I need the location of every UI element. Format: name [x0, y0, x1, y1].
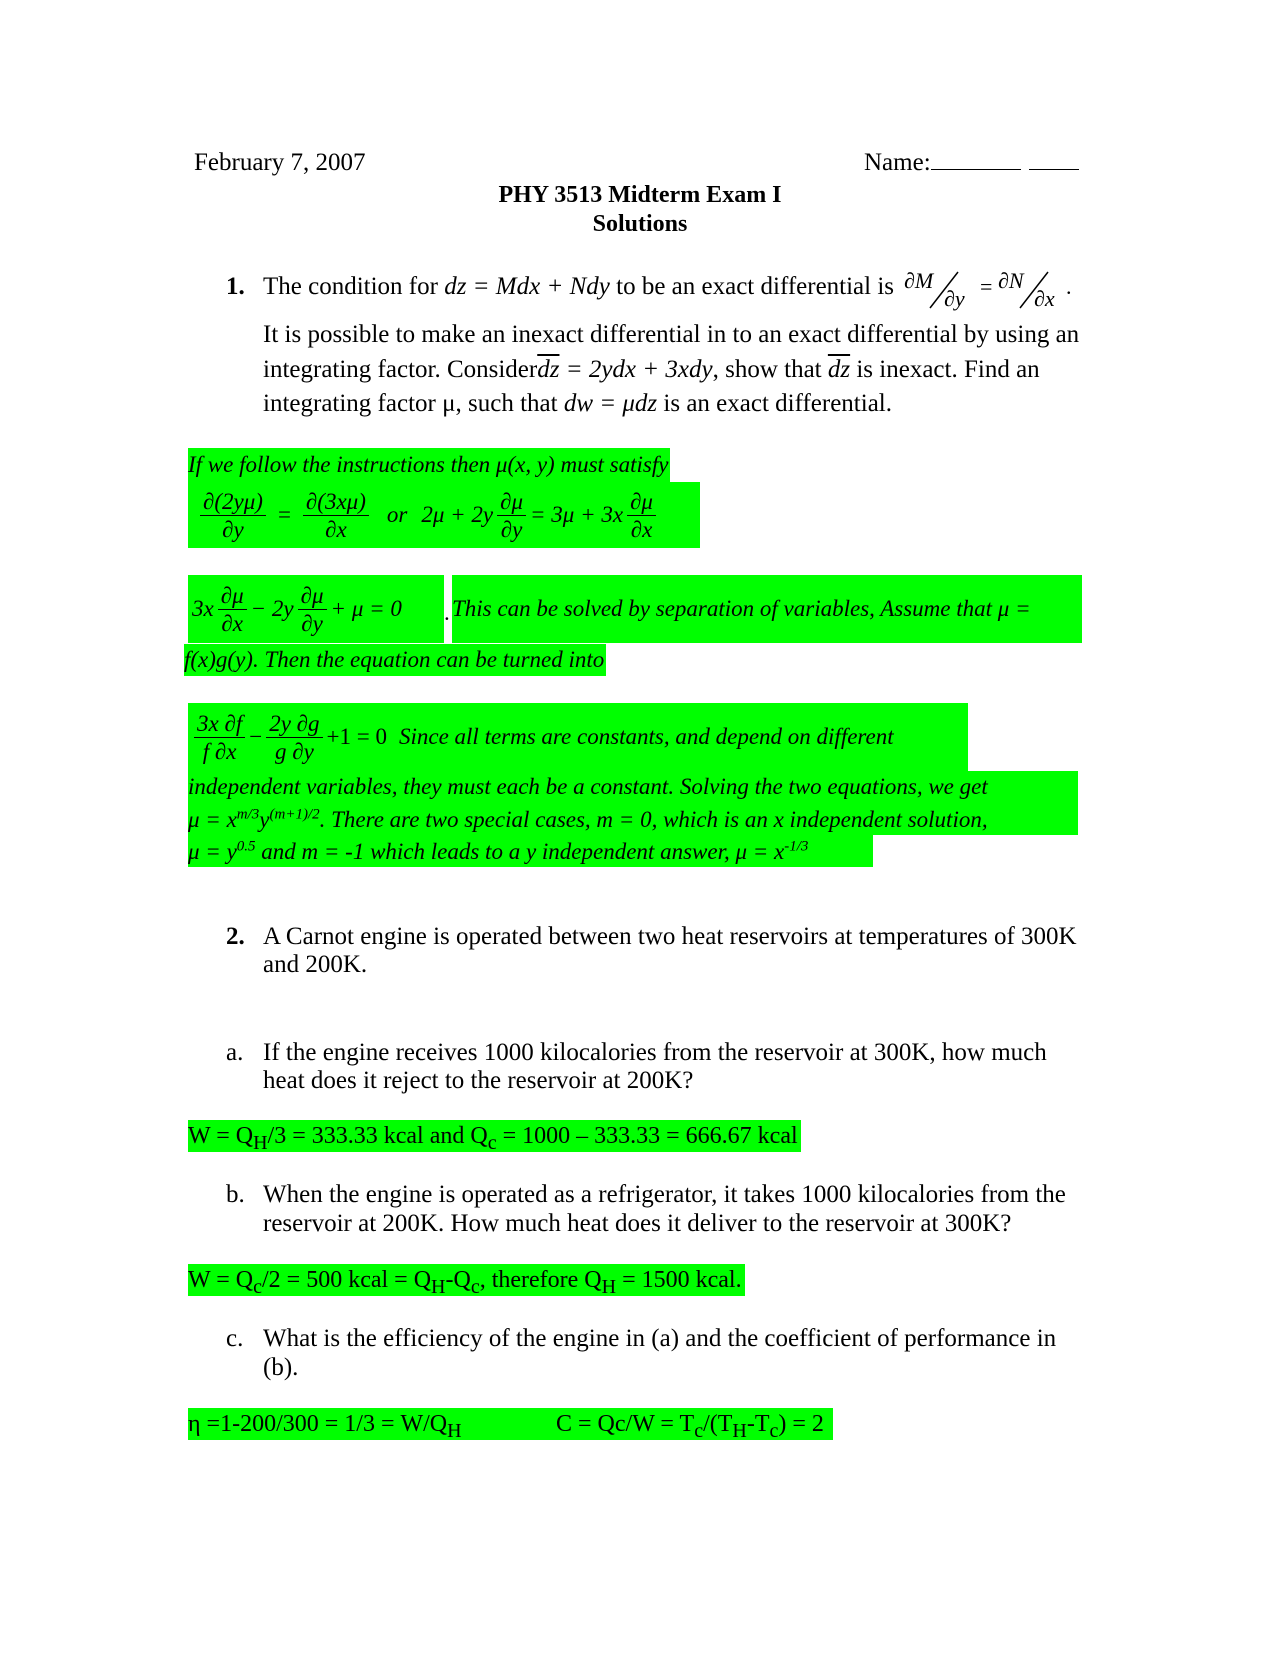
sol1-general-solution-line: [188, 803, 1078, 835]
sol1-condition-equation: [188, 482, 700, 548]
ans2b-part-3: -Q: [445, 1267, 471, 1293]
sol1-constants-text: Since all terms are constants, and depend on different: [398, 724, 894, 749]
name-blank-2: [1029, 149, 1079, 170]
eq1-term1: 2μ + 2y: [421, 502, 494, 527]
cond-den-x: ∂x: [1034, 286, 1055, 311]
q1-exactness-condition: [904, 266, 1084, 312]
special-exp-2: -1/3: [784, 838, 809, 855]
sol1-pde: [188, 575, 444, 643]
ans2b-part-2: /2 = 500 kcal = Q: [261, 1267, 432, 1293]
ans2b-sub-2: H: [431, 1275, 446, 1298]
sol1-independent-line: independent variables, they must each be a constant. Solving the two equations, we get: [188, 771, 1078, 803]
special-b: and m = -1 which leads to a y independent answer, μ = x: [255, 839, 785, 864]
name-field: [864, 148, 1079, 178]
answer-2a: [188, 1120, 801, 1152]
question-1-line-2: It is possible to make an inexact differential in to an exact differential by using an: [263, 321, 1080, 348]
sol1-separation-text: This can be solved by separation of variables, Assume that μ =: [452, 575, 1082, 643]
pde-term-b: − 2y: [250, 596, 294, 621]
pde-frac2-num: ∂μ: [298, 584, 327, 610]
exam-title: PHY 3513 Midterm Exam I: [498, 182, 782, 208]
ans2c-eff-sub: H: [447, 1419, 462, 1442]
question-1-line-3: [263, 355, 1040, 385]
ans2c-cop: [556, 1408, 824, 1447]
pde-frac2-den: ∂y: [301, 610, 323, 636]
ans2c-cop-1: C = Qc/W = T: [556, 1411, 695, 1437]
eq1-frac4-den: ∂x: [630, 516, 653, 542]
pde-term-c: + μ = 0: [330, 596, 402, 621]
ans2a-part-3: = 1000 – 333.33 = 666.67 kcal: [496, 1123, 798, 1149]
pde-frac1-num: ∂μ: [218, 584, 247, 610]
exam-date: February 7, 2007: [194, 149, 366, 176]
cond-period: .: [1066, 274, 1072, 299]
gen-sol-exp-1: m/3: [236, 806, 260, 823]
ans2a-sub-2: c: [487, 1131, 497, 1154]
question-2c-line-1: What is the efficiency of the engine in (a) and the coefficient of performance in: [263, 1325, 1057, 1352]
cond-num-m: ∂M: [904, 268, 934, 293]
q1-line4-text-a: integrating factor μ, such that: [263, 390, 558, 417]
sol1-substitution-line: f(x)g(y). Then the equation can be turned into: [184, 644, 606, 676]
ans2b-sub-1: c: [253, 1275, 262, 1298]
q1-inexact-eq: = 2ydx + 3xdy: [559, 356, 713, 383]
ans2b-part-5: = 1500 kcal.: [616, 1267, 742, 1293]
eq1-or: or: [386, 502, 408, 527]
q1-exact-eq: dw = μdz: [563, 390, 658, 417]
name-label: Name:: [864, 149, 931, 176]
question-2c-label: c.: [226, 1325, 244, 1352]
ans2a-part-1: W = Q: [188, 1123, 254, 1149]
special-exp-1: 0.5: [236, 838, 256, 855]
ans2c-cop-2: /(T: [703, 1411, 733, 1437]
q1-line3-text-a: integrating factor. Consider: [263, 356, 538, 383]
ans2c-efficiency: [188, 1408, 462, 1447]
sep-frac2-den: g ∂y: [274, 738, 314, 764]
question-1-number: 1.: [226, 273, 245, 300]
gen-sol-exp-2: (m+1)/2: [269, 806, 320, 823]
cond-num-n: ∂N: [998, 268, 1024, 293]
question-2a-line-2: heat does it reject to the reservoir at 200K?: [263, 1067, 694, 1094]
question-2-line-1: A Carnot engine is operated between two heat reservoirs at temperatures of 300K: [263, 923, 1077, 950]
question-2b-line-2: reservoir at 200K. How much heat does it deliver to the reservoir at 300K?: [263, 1210, 1012, 1237]
cond-equals: =: [980, 274, 993, 299]
q1-differential-eq: dz = Mdx + Ndy: [444, 273, 610, 300]
eq1-frac4-num: ∂μ: [627, 490, 656, 516]
question-1-line-4: [263, 389, 892, 419]
special-a: μ = y: [188, 839, 237, 864]
q1-line3-text-c: is inexact. Find an: [850, 356, 1040, 383]
ans2a-part-2: /3 = 333.33 kcal and Q: [267, 1123, 488, 1149]
question-2b-line-1: When the engine is operated as a refrigerator, it takes 1000 kilocalories from the: [263, 1181, 1066, 1208]
eq1-frac1-num: ∂(2yμ): [200, 490, 266, 516]
sep-frac1-den: f ∂x: [202, 738, 237, 764]
gen-sol-c: . There are two special cases, m = 0, which is an x independent solution,: [319, 807, 988, 832]
ans2c-eff-text: η =1-200/300 = 1/3 = W/Q: [188, 1411, 448, 1437]
eq1-frac3-den: ∂y: [500, 516, 523, 542]
sep-frac2-num: 2y ∂g: [266, 712, 322, 738]
q1-line4-text-b: is an exact differential.: [657, 390, 892, 417]
question-2a-label: a.: [226, 1039, 244, 1066]
gen-sol-a: μ = x: [188, 807, 237, 832]
ans2b-sub-4: H: [601, 1275, 617, 1298]
sol1-intro-line: If we follow the instructions then μ(x, y) must satisfy: [188, 448, 670, 482]
exam-subtitle: Solutions: [592, 211, 688, 237]
question-2b-label: b.: [226, 1181, 245, 1208]
eq1-frac2-num: ∂(3xμ): [303, 490, 369, 516]
gen-sol-b: y: [259, 807, 270, 832]
ans2c-cop-4: ) = 2: [778, 1411, 824, 1437]
sol1-special-cases-line: [188, 835, 873, 867]
pde-term-a: 3x: [192, 596, 214, 621]
ans2c-cop-sub-1: c: [694, 1419, 704, 1442]
eq1-frac3-num: ∂μ: [497, 490, 526, 516]
question-2-number: 2.: [226, 923, 245, 950]
pde-frac1-den: ∂x: [221, 610, 243, 636]
ans2c-cop-sub-2: H: [732, 1419, 747, 1442]
question-2a-line-1: If the engine receives 1000 kilocalories from the reservoir at 300K, how much: [263, 1039, 1047, 1066]
q1-line3-text-b: , show that: [712, 356, 822, 383]
ans2c-cop-3: -T: [746, 1411, 770, 1437]
sep-frac1-num: 3x ∂f: [194, 712, 245, 738]
cond-den-y: ∂y: [944, 286, 965, 311]
pde-period: .: [444, 600, 450, 625]
eq1-frac2-den: ∂x: [325, 516, 347, 542]
ans2b-sub-3: c: [470, 1275, 480, 1298]
eq1-frac1-den: ∂y: [222, 516, 244, 542]
sep-end: +1 = 0: [326, 724, 387, 749]
eq1-equals: =: [277, 502, 291, 527]
q1-line1-text-a: The condition for: [263, 273, 438, 300]
q1-inexact-dz-2: $\overline{dz}$: [827, 356, 851, 383]
question-1-line-1: [263, 272, 894, 302]
answer-2b: [188, 1264, 745, 1296]
sep-minus: −: [249, 724, 263, 749]
ans2b-part-4: , therefore Q: [479, 1267, 602, 1293]
ans2b-part-1: W = Q: [188, 1267, 254, 1293]
ans2c-cop-sub-3: c: [769, 1419, 779, 1442]
name-blank-1: [931, 149, 1021, 170]
q1-inexact-dz: $\overline{dz}$: [537, 356, 560, 383]
sol1-separated-equation: [188, 703, 968, 771]
answer-2c: [188, 1408, 833, 1440]
q1-line1-text-b: to be an exact differential is: [616, 273, 895, 300]
question-2c-line-2: (b).: [263, 1354, 299, 1381]
ans2a-sub-1: H: [253, 1131, 268, 1154]
question-2-line-2: and 200K.: [263, 951, 368, 978]
eq1-term2: = 3μ + 3x: [530, 502, 624, 527]
